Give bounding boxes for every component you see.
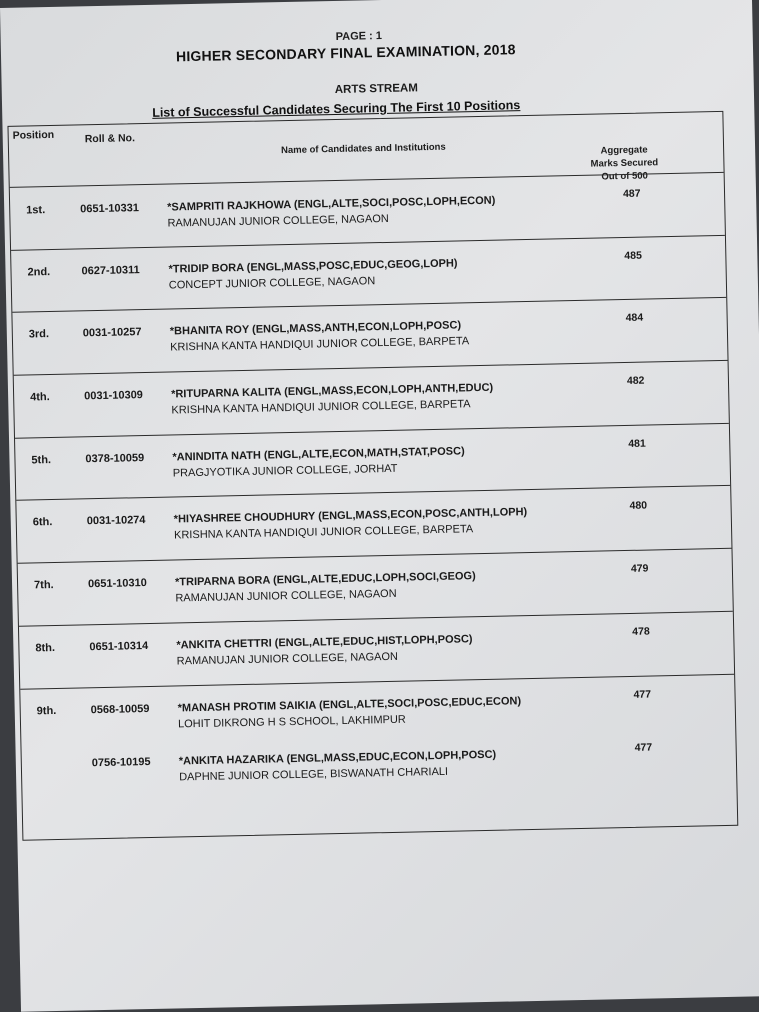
exam-title: HIGHER SECONDARY FINAL EXAMINATION, 2018 (175, 41, 516, 65)
row-institution: LOHIT DIKRONG H S SCHOOL, LAKHIMPUR (177, 713, 406, 731)
results-table (7, 111, 738, 841)
header-agg-line2: Marks Secured (590, 157, 659, 170)
row-marks: 477 (633, 688, 652, 701)
row-candidate: *ANINDITA NATH (ENGL,ALTE,ECON,MATH,STAT,POSC) (172, 445, 465, 464)
row-marks: 480 (629, 499, 648, 512)
row-institution: PRAGJYOTIKA JUNIOR COLLEGE, JORHAT (172, 462, 398, 480)
row-marks: 487 (622, 187, 641, 200)
row-position: 2nd. (27, 266, 51, 279)
row-marks: 482 (626, 374, 645, 387)
header-position: Position (12, 128, 55, 142)
row-position: 5th. (31, 454, 52, 467)
row-roll: 0651-10331 (80, 202, 140, 216)
row-candidate: *HIYASHREE CHOUDHURY (ENGL,MASS,ECON,POSC,ANTH,LOPH) (173, 506, 528, 526)
row-institution: RAMANUJAN JUNIOR COLLEGE, NAGAON (176, 650, 399, 668)
row-candidate: *SAMPRITI RAJKHOWA (ENGL,ALTE,SOCI,POSC,LOPH,ECON) (167, 194, 496, 214)
header-name: Name of Candidates and Institutions (280, 141, 446, 157)
row-institution: RAMANUJAN JUNIOR COLLEGE, NAGAON (175, 587, 397, 605)
row-roll: 0651-10310 (87, 577, 147, 591)
stream-title: ARTS STREAM (334, 82, 418, 97)
row-position: 3rd. (28, 328, 50, 341)
row-marks: 481 (628, 437, 646, 450)
header-agg-line1: Aggregate (600, 144, 648, 157)
row-roll: 0756-10195 (91, 756, 151, 770)
row-institution: CONCEPT JUNIOR COLLEGE, NAGAON (168, 275, 376, 292)
row-marks: 479 (630, 562, 649, 575)
row-roll: 0378-10059 (85, 452, 145, 466)
row-roll: 0651-10314 (89, 640, 149, 654)
row-marks: 478 (632, 625, 650, 638)
row-roll: 0627-10311 (81, 264, 140, 278)
row-institution: KRISHNA KANTA HANDIQUI JUNIOR COLLEGE, BARPETA (170, 335, 470, 354)
row-position: 9th. (36, 704, 57, 718)
header-agg-line3: Out of 500 (601, 170, 648, 183)
row-roll: 0031-10257 (82, 326, 142, 340)
row-marks: 477 (634, 741, 653, 754)
page-number: PAGE : 1 (335, 30, 383, 43)
row-marks: 485 (624, 249, 642, 262)
row-institution: KRISHNA KANTA HANDIQUI JUNIOR COLLEGE, BARPETA (171, 398, 471, 417)
row-candidate: *ANKITA CHETTRI (ENGL,ALTE,EDUC,HIST,LOPH,POSC) (176, 633, 473, 652)
row-roll: 0031-10309 (84, 389, 143, 403)
row-position: 1st. (26, 204, 46, 217)
row-candidate: *BHANITA ROY (ENGL,MASS,ANTH,ECON,LOPH,POSC) (169, 319, 462, 338)
row-candidate: *RITUPARNA KALITA (ENGL,MASS,ECON,LOPH,ANTH,EDUC) (171, 381, 494, 401)
row-candidate: *ANKITA HAZARIKA (ENGL,MASS,EDUC,ECON,LOPH,POSC) (178, 748, 497, 768)
row-marks: 484 (625, 311, 644, 324)
row-candidate: *TRIDIP BORA (ENGL,MASS,POSC,EDUC,GEOG,LOPH) (168, 257, 458, 276)
row-candidate: *MANASH PROTIM SAIKIA (ENGL,ALTE,SOCI,POSC,EDUC,ECON) (177, 695, 522, 715)
row-candidate: *TRIPARNA BORA (ENGL,ALTE,EDUC,LOPH,SOCI,GEOG) (174, 570, 476, 589)
row-position: 7th. (33, 579, 54, 592)
row-position: 4th. (30, 391, 50, 404)
row-position: 8th. (35, 641, 56, 655)
row-roll: 0031-10274 (86, 514, 146, 528)
header-roll: Roll & No. (84, 132, 136, 146)
row-institution: RAMANUJAN JUNIOR COLLEGE, NAGAON (167, 212, 389, 230)
row-roll: 0568-10059 (90, 703, 150, 717)
row-position: 6th. (32, 516, 53, 529)
list-title: List of Successful Candidates Securing The First 10 Positions (152, 98, 521, 120)
row-institution: KRISHNA KANTA HANDIQUI JUNIOR COLLEGE, BARPETA (173, 523, 474, 542)
row-institution: DAPHNE JUNIOR COLLEGE, BISWANATH CHARIALI (179, 765, 449, 784)
